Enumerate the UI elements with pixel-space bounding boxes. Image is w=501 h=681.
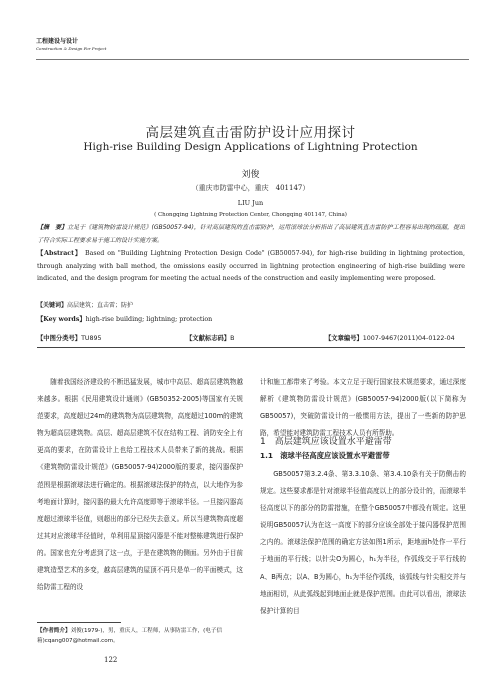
keywords-en-text: high-rise building; lightning; protection	[85, 316, 213, 323]
article-number-label: 【文章编号】	[325, 335, 363, 342]
affiliation-en: ( Chongqing Lightning Protection Center, Chongqing 401147, China)	[154, 212, 347, 218]
footnote-text: 刘俊(1979-)，男，重庆人，工程师，从事防雷工作，(电子信箱)cqang007@hotmail.com。	[37, 628, 223, 644]
abstract-cn-text: 立足于《建筑物防雷设计规范》(GB50057-94)，针对高层建筑的直击雷防护，运用滚球法分析指出了高层建筑直击雷防护工程容易出现的疏漏，提出了符合实际工程要求易于施工的设计实施方案。	[37, 224, 465, 244]
journal-name-cn: 工程建设与设计	[36, 38, 79, 45]
article-number-value: 1007-9467(2011)04-0122-04	[362, 335, 455, 342]
class-number-label: 【中图分类号】	[37, 335, 82, 342]
abstract-en-label: 【Abstract】	[37, 250, 83, 257]
keywords-en	[37, 314, 465, 327]
abstract-en-text: Based on "Building Lightning Protection Design Code" (GB50057-94), for high-rise building in lightning protection, through analyzing with ball method, the omissions easily occurred in lightning protection engineering of high-rise building were indicated, and the design program for meeting the actual needs of the construction and easily implementing were proposed.	[37, 250, 465, 282]
right-column-top	[260, 374, 466, 442]
right-column-body-text: GB50057第3.2.4条、第3.3.10条、第3.4.10条有关于防侧击的规定。这些要求都是针对滚球半径值高度以上的部分设计的，而滚球半径高度以下的部分的防雷措施，在整个GB50057中都没有规定。这里说明GB50057认为在这一高度下的部分应该全部处于接闪器保护范围之内的。滚球法保护范围的确定方法如图1所示，距地面h处作一平行于地面的平行线；以针尖O为圆心，h₁为半径，作弧线交于平行线的A、B两点；以A、B为圆心，h₁为半径作弧线，该弧线与针尖相交并与地面相切，从此弧线起到地面止就是保护范围。由此可以看出，滚球法保护计算的目	[260, 470, 466, 615]
left-column	[37, 374, 243, 596]
right-column-top-text: 计和施工都带来了考验。本文立足于现行国家技术规范要求，通过深度解析《建筑物防雷设计规范》(GB50057-94)2000版(以下简称为GB50057)，突破防雷设计的一般惯用方法，提出了一些新的防护思路，希望能对建筑防雷工程技术人员有所帮助。	[260, 378, 466, 438]
abstract-cn	[37, 222, 465, 247]
article-number	[325, 333, 455, 342]
header-divider	[36, 59, 469, 60]
class-number-value: TU895	[81, 335, 102, 342]
keywords-cn-label: 【关键词】	[37, 302, 68, 309]
author-name: 刘俊	[241, 170, 260, 180]
author-name-en: LIU Jun	[237, 199, 264, 207]
abstract-cn-label: 【摘 要】	[37, 224, 68, 231]
footnote-divider	[37, 622, 121, 623]
journal-name-en: Construction & Design For Project	[36, 46, 107, 51]
class-number	[37, 333, 102, 342]
keywords-en-label: 【Key words】	[37, 316, 86, 323]
section-1-heading: 1 高层建筑应该设置水平避雷带	[260, 437, 392, 447]
document-code-value: B	[230, 335, 235, 342]
section-1-1-heading: 1.1 滚球半径高度应该设置水平避雷带	[260, 451, 390, 460]
abstract-divider	[37, 347, 465, 348]
abstract-en	[37, 248, 465, 286]
document-code-label: 【文献标志码】	[186, 335, 231, 342]
keywords-cn	[37, 300, 465, 313]
author-footnote	[37, 626, 247, 646]
journal-header	[36, 38, 106, 52]
right-column-body	[260, 466, 466, 620]
document-code	[186, 333, 234, 342]
paper-title: 高层建筑直击雷防护设计应用探讨	[145, 125, 356, 141]
paper-title-en: High-rise Building Design Applications of Lightning Protection	[83, 141, 418, 153]
keywords-cn-text: 高层建筑；直击雷；防护	[67, 302, 134, 309]
left-column-text: 随着我国经济建设的不断迅猛发展，城市中高层、超高层建筑物越来越多。根据《民用建筑设计通则》(GB50352-2005)等国家有关规范要求，高度超过24m的建筑物为高层建筑物，高度超过100m的建筑物为超高层建筑物。高层、超高层建筑不仅在结构工程、消防安全上有更高的要求，在防雷设计上也给工程技术人员带来了新的挑战。根据《建筑物防雷设计规范》(GB50057-94)2000版的要求，接闪器保护范围是根据滚球法进行确定的。根据滚球法保护的特点，以大地作为参考地面计算时，接闪器的最大允许高度即等于滚球半径。一旦接闪器高度超过滚球半径值，则超出的部分已经失去意义。所以当建筑物高度超过其对应滚球半径值时，单利用屋顶接闪器是不能对整栋建筑进行保护的。国家也充分考虑到了这一点，于是在建筑物的侧面。另外由于目前建筑造型艺术的多变，越高层建筑的屋顶不再只是单一的平面模式，这给防雷工程的设	[37, 378, 243, 592]
footnote-label: 【作者简介】	[37, 628, 71, 634]
affiliation: （重庆市防雷中心，重庆 401147）	[191, 184, 310, 192]
page-number: 122	[104, 656, 118, 664]
